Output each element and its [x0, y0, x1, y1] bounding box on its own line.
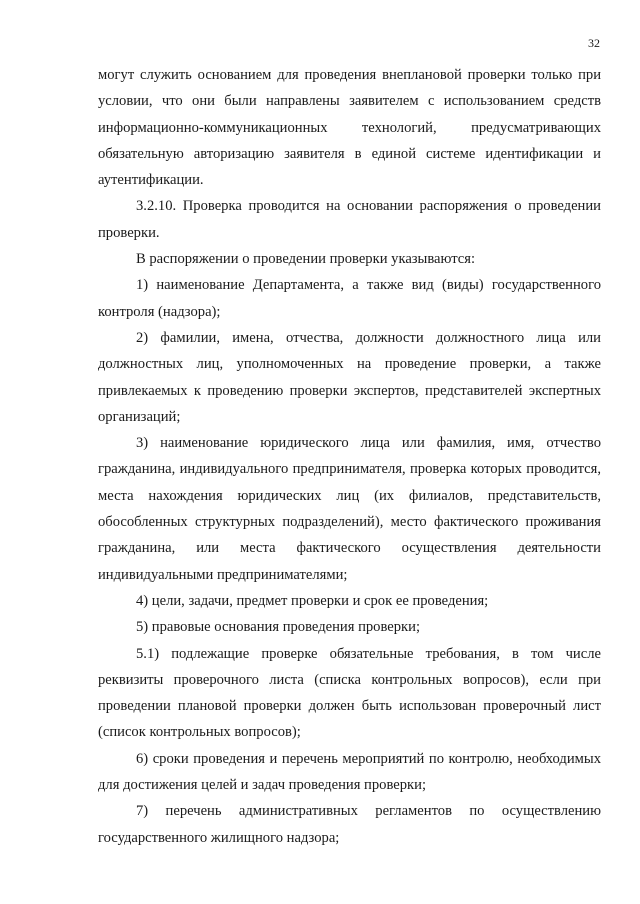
list-item-1: 1) наименование Департамента, а также вид (виды) государственного контроля (надзора);: [98, 277, 601, 320]
paragraph-continuation: могут служить основанием для проведения внеплановой проверки только при условии, что они были направлены заявителем с использованием средств информационно-коммуникационных технологий, предусматривающих обязательную авторизацию заявителя в единой системе идентификации и аутентификации.: [98, 67, 601, 189]
document-body: [98, 62, 601, 851]
list-item-5: 5) правовые основания проведения проверки;: [136, 619, 421, 636]
list-item-6: 6) сроки проведения и перечень мероприятий по контролю, необходимых для достижения целей и задач проведения проверки;: [98, 750, 601, 794]
paragraph-order-contents-intro: В распоряжении о проведении проверки указываются:: [136, 251, 476, 268]
list-item-2: 2) фамилии, имена, отчества, должности должностного лица или должностных лиц, уполномоченных на проведение проверки, а также привлекаемых к проведению проверки экспертов, представителей экспертных организаций;: [98, 329, 601, 425]
list-item-7: 7) перечень административных регламентов по осуществлению государственного жилищного надзора;: [98, 803, 601, 846]
page-number: 32: [588, 36, 600, 50]
paragraph-3-2-10: 3.2.10. Проверка проводится на основании распоряжения о проведении проверки.: [98, 198, 601, 241]
list-item-4: 4) цели, задачи, предмет проверки и срок ее проведения;: [136, 592, 489, 609]
list-item-3: 3) наименование юридического лица или фамилия, имя, отчество гражданина, индивидуального предпринимателя, проверка которых проводится, места нахождения юридических лиц (их филиалов, представительств, обособленных структурных подразделений), место фактического проживания гражданина, или места фактического осуществления деятельности индивидуальными предпринимателями;: [98, 435, 601, 583]
list-item-5-1: 5.1) подлежащие проверке обязательные требования, в том числе реквизиты проверочного листа (списка контрольных вопросов), если при проведении плановой проверки должен быть использован проверочный лист (список контрольных вопросов);: [98, 645, 601, 741]
